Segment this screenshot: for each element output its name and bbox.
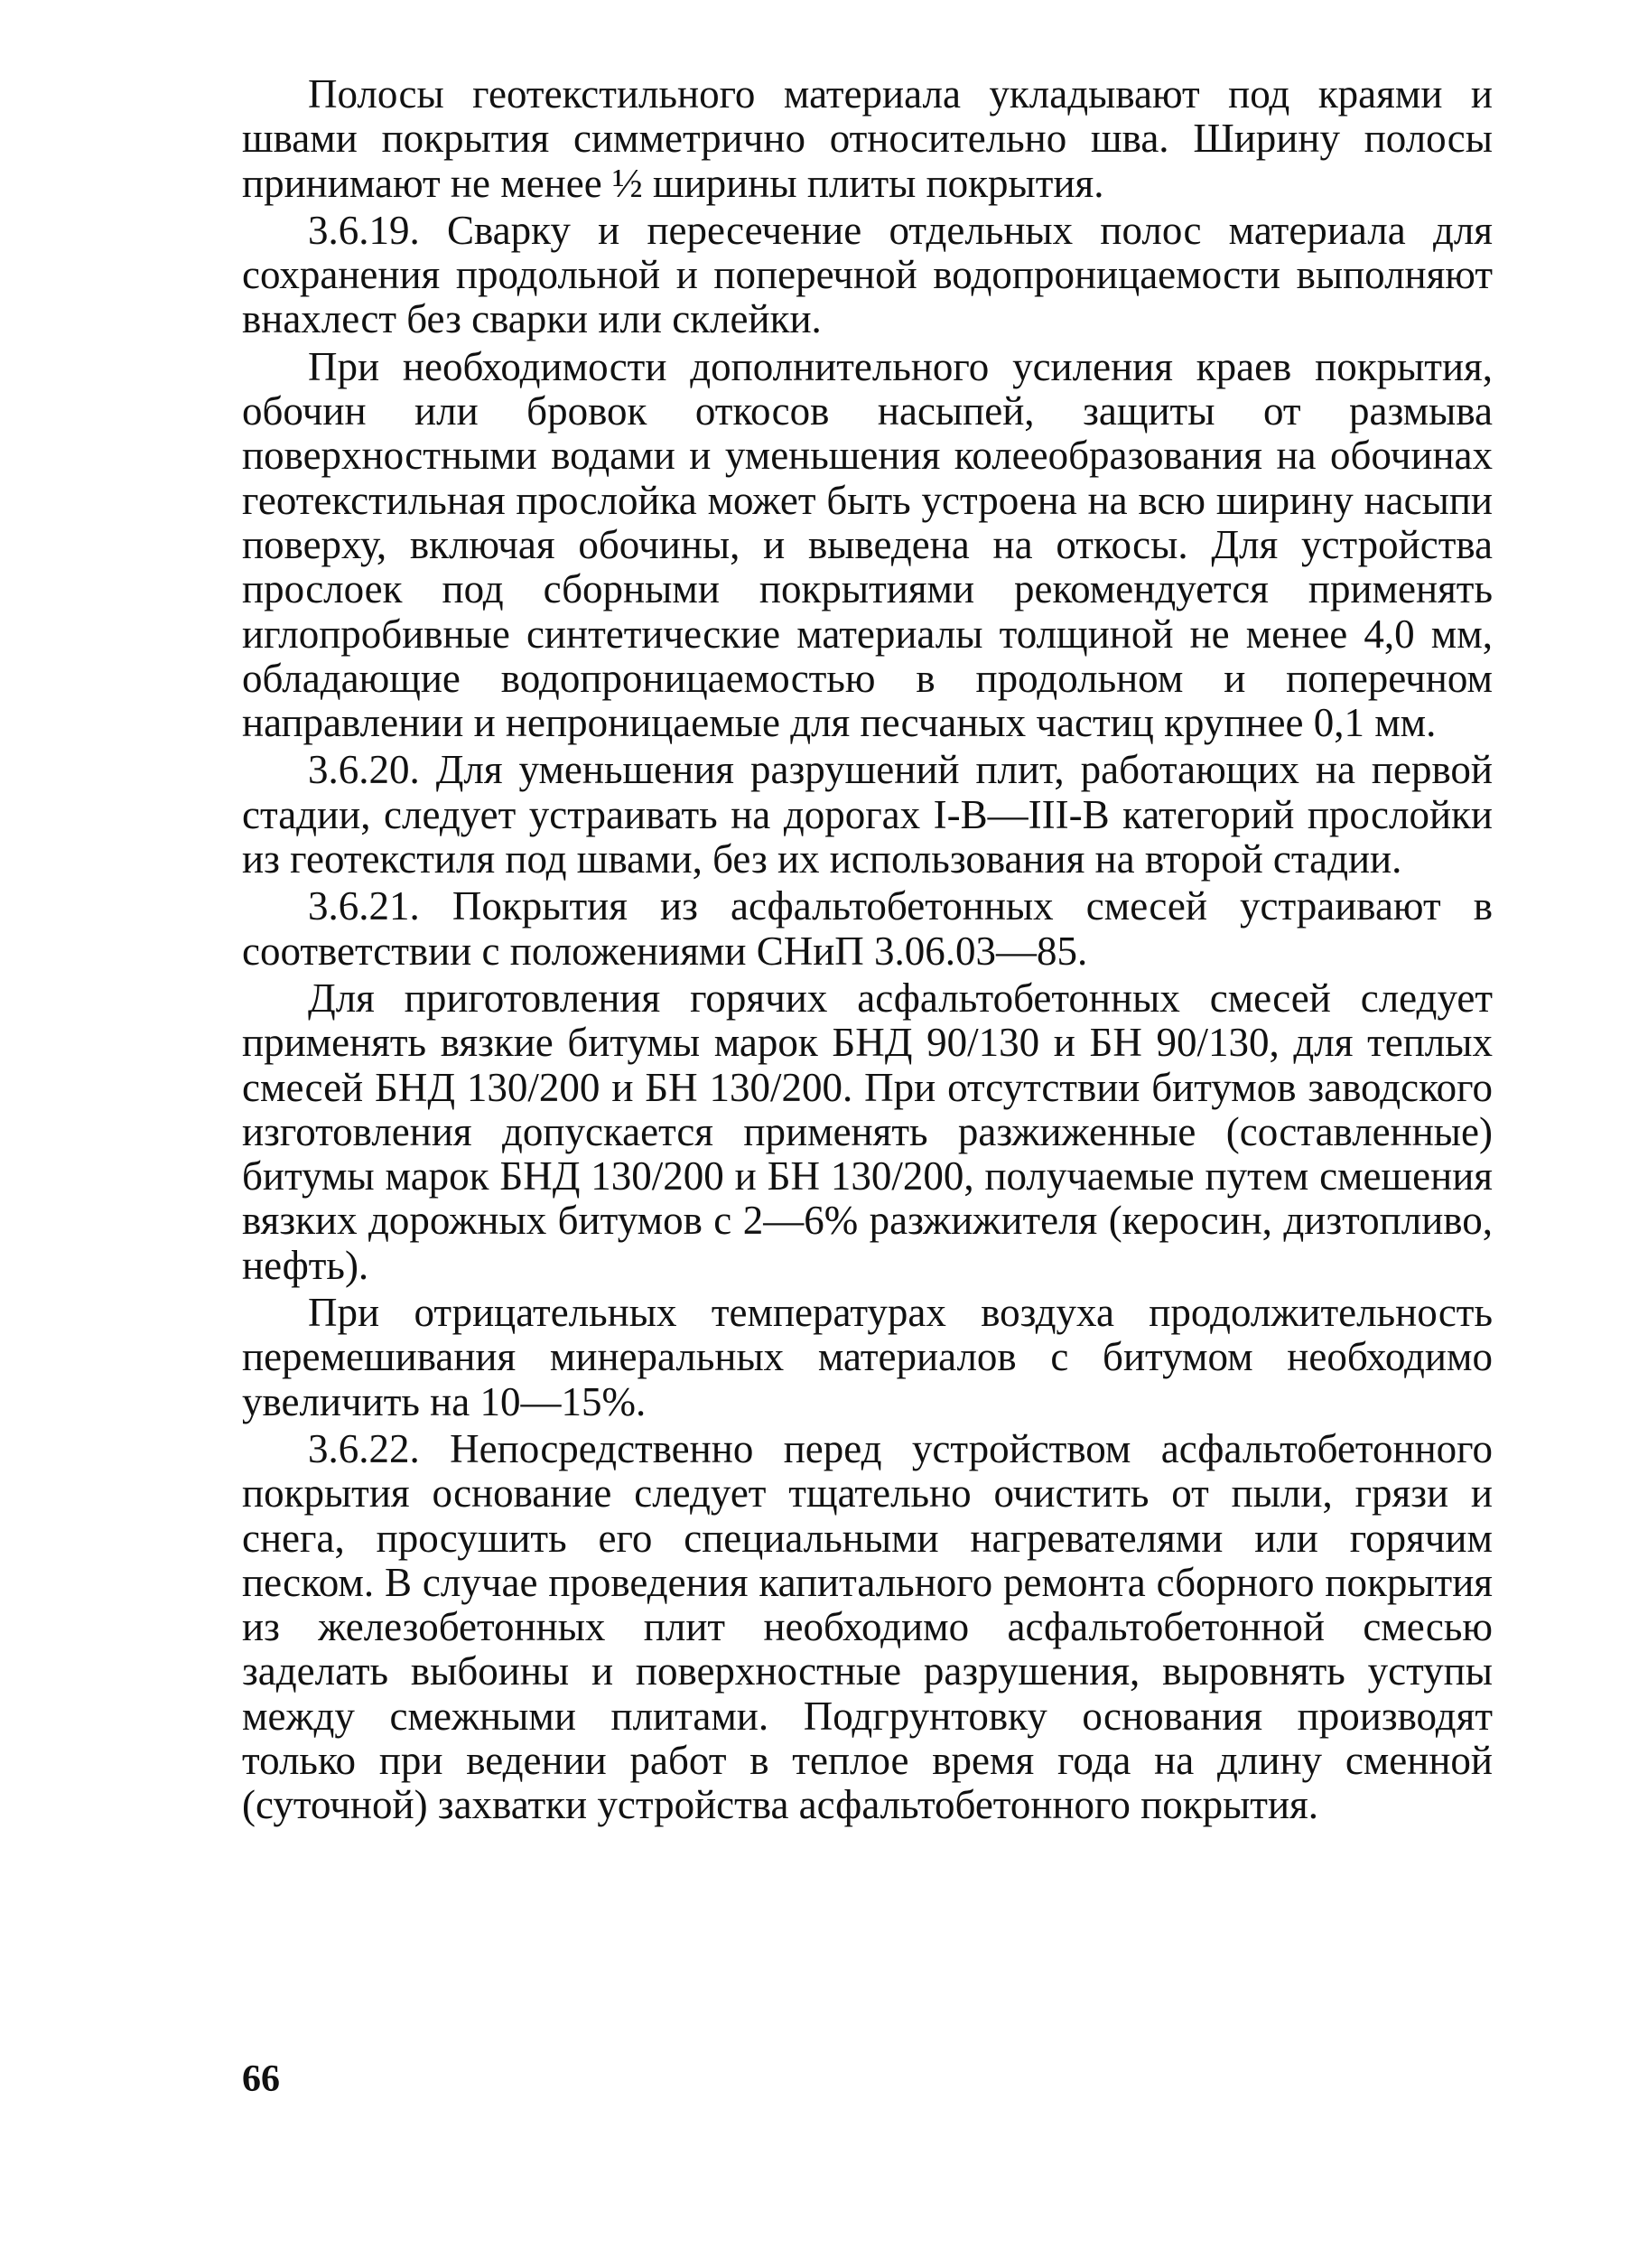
paragraph-3-6-22: 3.6.22. Непосредственно перед устройством асфальтобетонного покрытия основание следует тщательно очистить от пыли, грязи и снега, просушить его специальными нагревателями или горячим песком. В случае проведения капитального ремонта сборного покрытия из железобетонных плит необходимо асфальтобетонной смесью заделать выбоины и поверхностные разрушения, выровнять уступы между смежными плитами. Подгрунтовку основания производят только при ведении работ в теплое время года на длину сменной (суточной) захватки устройства асфальтобетонного покрытия. bbox=[242, 1425, 1493, 1828]
paragraph-3-6-21: 3.6.21. Покрытия из асфальтобетонных смесей устраивают в соответствии с положениями СНиП 3.06.03—85. bbox=[242, 883, 1493, 974]
paragraph-geotextile-strips: Полосы геотекстильного материала укладывают под краями и швами покрытия симметрично относительно шва. Ширину полосы принимают не менее ½ ширины плиты покрытия. bbox=[242, 71, 1493, 206]
paragraph-edge-reinforcement: При необходимости дополнительного усиления краев покрытия, обочин или бровок откосов насыпей, защиты от размыва поверхностными водами и уменьшения колееобразования на обочинах геотекстильная прослойка может быть устроена на всю ширину насыпи поверху, включая обочины, и выведена на откосы. Для устройства прослоек под сборными покрытиями рекомендуется применять иглопробивные синтетические материалы толщиной не менее 4,0 мм, обладающие водопроницаемостью в продольном и поперечном направлении и непроницаемые для песчаных частиц крупнее 0,1 мм. bbox=[242, 343, 1493, 746]
page-body bbox=[242, 72, 1493, 1828]
paragraph-bitumen-grades: Для приготовления горячих асфальтобетонных смесей следует применять вязкие битумы марок БНД 90/130 и БН 90/130, для теплых смесей БНД 130/200 и БН 130/200. При отсутствии битумов заводского изготовления допускается применять разжиженные (составленные) битумы марок БНД 130/200 и БН 130/200, получаемые путем смешения вязких дорожных битумов с 2—6% разжижителя (керосин, дизтопливо, нефть). bbox=[242, 975, 1493, 1288]
paragraph-3-6-19: 3.6.19. Сварку и пересечение отдельных полос материала для сохранения продольной и поперечной водопроницаемости выполняют внахлест без сварки или склейки. bbox=[242, 207, 1493, 342]
paragraph-negative-temperatures: При отрицательных температурах воздуха продолжительность перемешивания минеральных материалов с битумом необходимо увеличить на 10—15%. bbox=[242, 1290, 1493, 1424]
page-number: 66 bbox=[242, 2058, 280, 2100]
paragraph-3-6-20: 3.6.20. Для уменьшения разрушений плит, работающих на первой стадии, следует устраивать на дорогах I-В—III-В категорий прослойки из геотекстиля под швами, без их использования на второй стадии. bbox=[242, 747, 1493, 882]
